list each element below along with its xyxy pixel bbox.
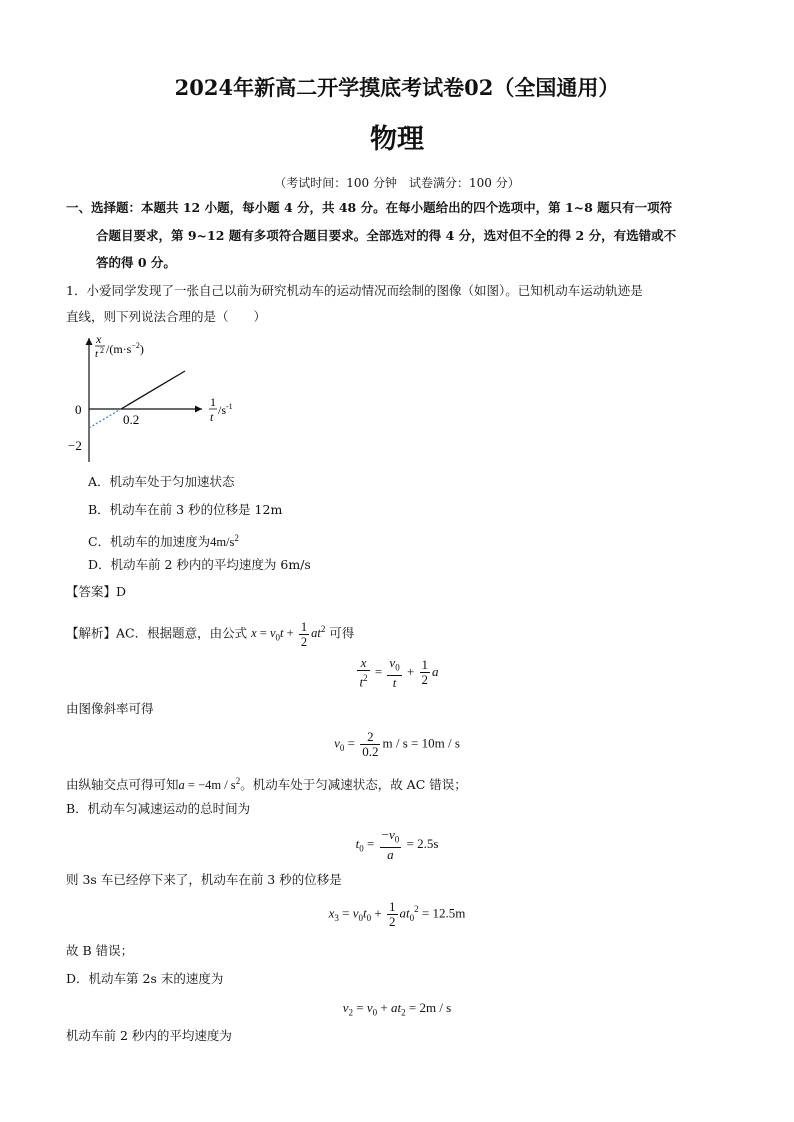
x3-result: 12.5m (432, 905, 466, 921)
exam-title: 2024年新高二开学摸底考试卷02（全国通用） (174, 75, 620, 100)
analysis-intro-tail: 可得 (329, 625, 355, 641)
svg-text:/s-1 (218, 402, 233, 417)
option-c-unit: 4m/s (210, 535, 235, 550)
option-b: B．机动车在前 3 秒的位移是 12m (88, 502, 283, 517)
v0-result: 10m / s (421, 735, 460, 751)
svg-text:/(m·s−2) (106, 341, 144, 356)
formula-x-over-t2: $\frac{x}{t^2}$ = $\frac{v_0}{t}$ + $\frac{1}{2}$ a (359, 655, 439, 690)
exam-meta: （考试时间：100 分钟 试卷满分：100 分） (274, 176, 520, 190)
analysis-b-wrong: 故 B 错误； (66, 943, 134, 958)
y-axis-label-exp: −2 (131, 341, 140, 350)
section-instructions-line2: 合题目要求，第 9~12 题有多项符合题目要求。全部选对的得 4 分，选对但不全的得 2 分，有选错或不 (96, 228, 677, 243)
answer-label: 【答案】 (66, 584, 117, 599)
svg-text:2: 2 (100, 346, 104, 355)
y-axis-label-unit: /(m·s (106, 342, 132, 356)
option-a: A．机动车处于匀加速状态 (88, 474, 235, 489)
y-axis-label-close: ) (139, 342, 144, 356)
svg-text:t: t (95, 348, 99, 360)
svg-text:1: 1 (210, 395, 216, 409)
analysis-intro (66, 620, 354, 649)
answer-value: D (116, 584, 127, 599)
section-instructions-line1: 一、选择题：本题共 12 小题，每小题 4 分，共 48 分。在每小题给出的四个选项中，第 1~8 题只有一项符 (66, 200, 673, 215)
option-d: D．机动车前 2 秒内的平均速度为 6m/s (88, 557, 311, 572)
section-instructions-line3: 答的得 0 分。 (96, 255, 176, 270)
option-c-exp: 2 (234, 533, 239, 543)
option-c-text: C．机动车的加速度为 (88, 534, 211, 550)
data-line-dashed (89, 409, 121, 428)
t0-result: 2.5s (417, 835, 439, 851)
subject-title: 物理 (370, 124, 424, 155)
answer-line (66, 585, 126, 599)
formula-x3: $x_3 = v_0t_0$ + $\frac{1}{2}$ $at_0^2 = 12.5m$ (328, 899, 466, 929)
question-stem-line1: 1．小爱同学发现了一张自己以前为研究机动车的运动情况而绘制的图像（如图）。已知机动车运动轨迹是 (66, 283, 643, 298)
origin-label: 0 (75, 402, 82, 417)
option-c (88, 531, 239, 549)
y-intercept-label: −2 (68, 438, 82, 453)
analysis-label: 【解析】 (66, 625, 117, 641)
svg-text:t: t (210, 410, 214, 424)
analysis-intercept-line (66, 774, 467, 792)
question-stem-line2: 直线，则下列说法合理的是（ ） (66, 309, 267, 324)
analysis-intercept-post: 。机动车处于匀减速状态，故 AC 错误； (240, 777, 467, 793)
formula-v2: $v_2 = v_0 + at_2 = 2m / s$ (342, 1000, 452, 1018)
kinematics-formula: $x = v_0t$ + $\frac{1}{2}$ $at^2$ (251, 620, 326, 649)
svg-text:x: x (96, 332, 102, 346)
analysis-b-stop: 则 3s 车已经停下来了，机动车在前 3 秒的位移是 (66, 872, 342, 887)
data-line-solid (121, 371, 185, 409)
formula-t0: $t_0$ = $\frac{-v_0}{a}$ = 2.5s (355, 827, 439, 862)
motion-graph (60, 332, 280, 468)
analysis-slope-text: 由图像斜率可得 (66, 701, 154, 716)
x-axis-label-exp: -1 (226, 402, 233, 411)
x-intercept-label: 0.2 (123, 412, 140, 427)
v2-result: 2m / s (419, 1000, 452, 1015)
acceleration-formula: $a = -4m / s^2$ (178, 776, 241, 793)
analysis-d-avg: 机动车前 2 秒内的平均速度为 (66, 1028, 232, 1043)
analysis-b-head: B．机动车匀减速运动的总时间为 (66, 801, 251, 816)
analysis-d-head: D．机动车第 2s 末的速度为 (66, 971, 224, 986)
formula-v0: $v_0$ = $\frac{2}{0.2}$ m / s = 10m / s (334, 729, 460, 759)
analysis-intro-text: AC．根据题意，由公式 (116, 625, 248, 641)
analysis-intercept-pre: 由纵轴交点可得可知 (66, 777, 179, 793)
x-axis-label-unit: /s (218, 403, 227, 417)
